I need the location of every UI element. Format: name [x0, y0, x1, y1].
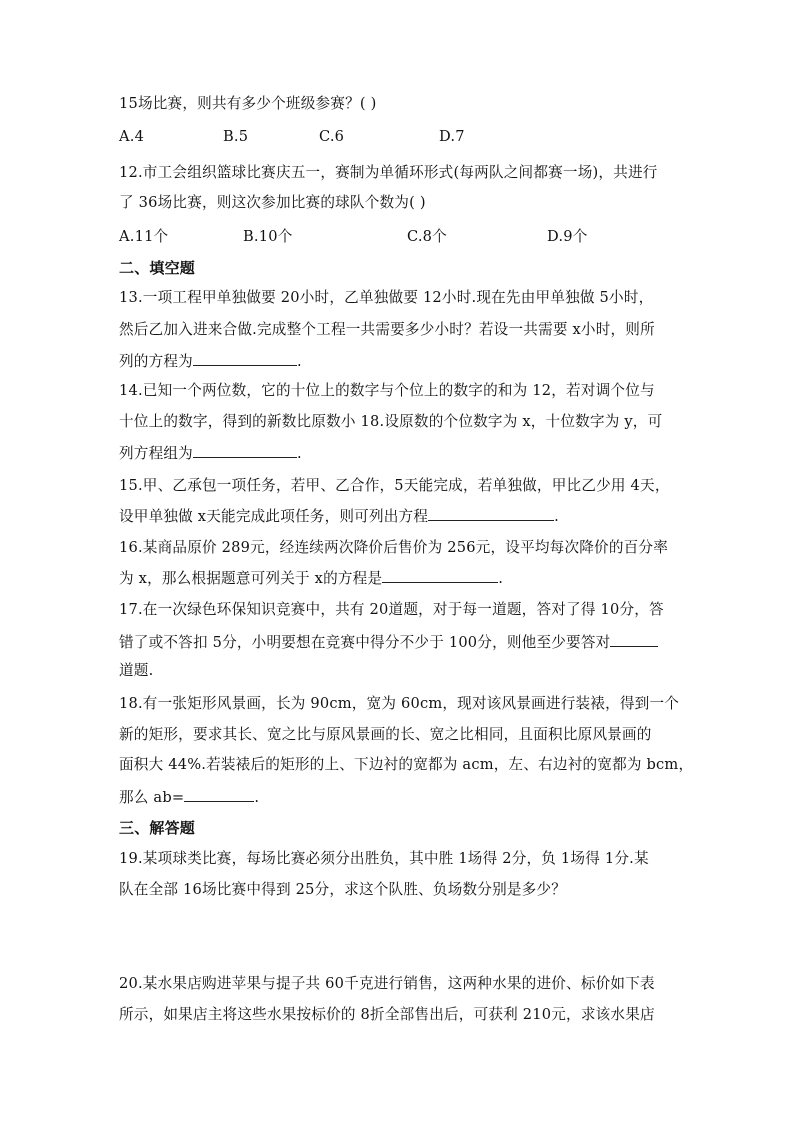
q18-line1: 18.有一张矩形风景画，长为 90cm，宽为 60cm，现对该风景画进行装裱，得到一个: [119, 695, 680, 712]
q14-line3: [119, 443, 699, 464]
q14-end: .: [296, 445, 302, 462]
q14-line2: 十位上的数字，得到的新数比原数小 18.设原数的个位数字为 x，十位数字为 y，可: [119, 413, 663, 430]
q18-line4-text: 那么 ab=: [119, 789, 185, 806]
section-fill-in-title: 二、填空题: [119, 259, 196, 277]
q12-line1: 12.市工会组织篮球比赛庆五一，赛制为单循环形式(每两队之间都赛一场)，共进行: [119, 164, 658, 181]
q16-line2-text: 为 x，那么根据题意可列关于 x的方程是: [119, 570, 383, 587]
q19-line2: 队在全部 16场比赛中得到 25分，求这个队胜、负场数分别是多少？: [119, 881, 567, 898]
q12-option-b: B.10个: [243, 228, 293, 245]
q13-line3-text: 列的方程为: [119, 353, 193, 370]
q18-answer-blank: [184, 787, 254, 802]
q13-line3: [119, 351, 699, 372]
q13-end: .: [296, 353, 302, 370]
q13-line1: 13.一项工程甲单独做要 20小时，乙单独做要 12小时.现在先由甲单独做 5小时，: [119, 289, 654, 306]
q11-option-d: D.7: [439, 128, 465, 145]
q17-line1: 17.在一次绿色环保知识竞赛中，共有 20道题，对于每一道题，答对了得 10分，答: [119, 601, 664, 618]
q14-line3-text: 列方程组为: [119, 445, 193, 462]
q12-line2: 了 36场比赛，则这次参加比赛的球队个数为( ): [119, 194, 426, 211]
q18-line4: [119, 787, 699, 808]
q15-line2-text: 设甲单独做 x天能完成此项任务，则可列出方程: [119, 508, 429, 525]
q20-line2: 所示，如果店主将这些水果按标价的 8折全部售出后，可获利 210元，求该水果店: [119, 1006, 655, 1023]
q17-line3: 道题.: [119, 662, 154, 679]
q13-answer-blank: [193, 351, 297, 366]
q14-answer-blank: [193, 443, 297, 458]
q11-option-c: C.6: [319, 128, 345, 145]
q11-option-b: B.5: [223, 128, 249, 145]
q18-end: .: [254, 789, 260, 806]
q12-option-c: C.8个: [407, 228, 447, 245]
q17-answer-blank: [610, 632, 658, 647]
q14-line1: 14.已知一个两位数，它的十位上的数字与个位上的数字的和为 12，若对调个位与: [119, 382, 655, 399]
q17-line2: [119, 632, 699, 653]
q18-line2: 新的矩形，要求其长、宽之比与原风景画的长、宽之比相同，且面积比原风景画的: [119, 726, 652, 743]
section-solve-title: 三、解答题: [119, 819, 196, 837]
q16-line2: [119, 568, 699, 589]
q12-option-a: A.11个: [119, 228, 169, 245]
q16-answer-blank: [382, 568, 498, 583]
q20-line1: 20.某水果店购进苹果与提子共 60千克进行销售，这两种水果的进价、标价如下表: [119, 975, 655, 992]
q15-line1: 15.甲、乙承包一项任务，若甲、乙合作，5天能完成，若单独做，甲比乙少用 4天，: [119, 477, 670, 494]
q16-end: .: [498, 570, 504, 587]
q15-end: .: [554, 508, 559, 525]
q11-text: 15场比赛，则共有多少个班级参赛？( ): [119, 95, 377, 112]
q18-line3: 面积大 44%.若装裱后的矩形的上、下边衬的宽都为 acm，左、右边衬的宽都为 bcm，: [119, 756, 694, 773]
q13-line2: 然后乙加入进来合做.完成整个工程一共需要多少小时？若设一共需要 x小时，则所: [119, 321, 655, 338]
q15-line2: [119, 506, 699, 527]
q11-option-a: A.4: [119, 128, 145, 145]
q12-option-d: D.9个: [547, 228, 588, 245]
q15-answer-blank: [428, 506, 554, 521]
q19-line1: 19.某项球类比赛，每场比赛必须分出胜负，其中胜 1场得 2分，负 1场得 1分.某: [119, 850, 649, 867]
q16-line1: 16.某商品原价 289元，经连续两次降价后售价为 256元，设平均每次降价的百分率: [119, 539, 669, 556]
q17-line2-text: 错了或不答扣 5分，小明要想在竞赛中得分不少于 100分，则他至少要答对: [119, 634, 611, 651]
